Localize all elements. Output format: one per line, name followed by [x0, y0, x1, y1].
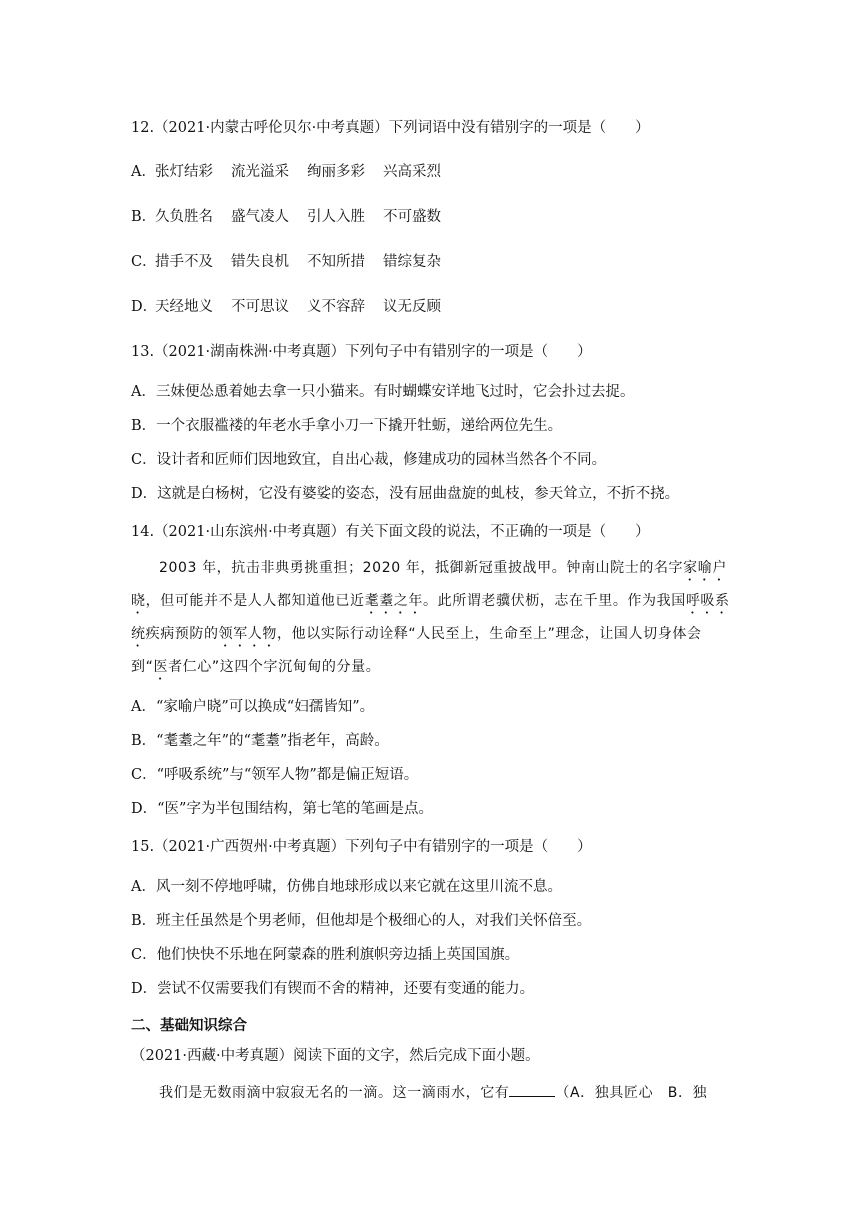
- q13-option-a: A．三妹便怂恿着她去拿一只小猫来。有时蝴蝶安详地飞过时，它会扑过去捉。: [131, 384, 635, 400]
- word: 引人入胜: [307, 209, 365, 225]
- passage-text: 2003 年，抗击非典勇挑重担；2020 年，抵御新冠重披战甲。钟南山院士的名字: [159, 560, 684, 576]
- section-source: （2021·西藏·中考真题）阅读下面的文字，然后完成下面小题。: [131, 1048, 540, 1064]
- word: 绚丽多彩: [307, 164, 365, 180]
- q14-stem: 14.（2021·山东滨州·中考真题）有关下面文段的说法，不正确的一项是（ ）: [131, 524, 650, 540]
- q15-option-d: D．尝试不仅需要我们有锲而不舍的精神，还要有变通的能力。: [131, 981, 535, 997]
- q14-option-b: B．“耄耋之年”的“耄耋”指老年，高龄。: [131, 733, 389, 749]
- passage-emphasis: 耄耋之年: [364, 593, 424, 609]
- q13-option-c: C．设计者和匠师们因地致宜，自出心裁，修建成功的园林当然各个不同。: [131, 452, 607, 468]
- option-letter: C．: [131, 254, 157, 270]
- q14-option-a: A．“家喻户晓”可以换成“妇孺皆知”。: [131, 699, 375, 715]
- q12-option-b: [131, 207, 459, 227]
- word: 不知所措: [307, 254, 365, 270]
- passage-text: 疾病预防的: [145, 626, 219, 642]
- option-letter: B．: [131, 209, 157, 225]
- q13-stem: 13.（2021·湖南株洲·中考真题）下列句子中有错别字的一项是（ ）: [131, 344, 592, 360]
- word: 议无反顾: [383, 299, 441, 315]
- passage-text: ，但可能并不是人人都知道他已近: [145, 593, 365, 609]
- word: 错失良机: [231, 254, 289, 270]
- q12-stem: 12.（2021·内蒙古呼伦贝尔·中考真题）下列词语中没有错别字的一项是（ ）: [131, 120, 650, 136]
- word: 兴高采烈: [383, 164, 441, 180]
- passage-text: 。此所谓老骥伏枥，志在千里。作为我国: [423, 593, 686, 609]
- word: 张灯结彩: [155, 164, 213, 180]
- q14-passage: [131, 552, 737, 684]
- q15-option-a: A．风一刻不停地呼啸，仿佛自地球形成以来它就在这里川流不息。: [131, 879, 562, 895]
- q12-option-c: [131, 252, 459, 272]
- section-passage: [131, 1077, 737, 1110]
- word: 义不容辞: [307, 299, 365, 315]
- word: 久负胜名: [155, 209, 213, 225]
- word: 不可思议: [231, 299, 289, 315]
- word: 错综复杂: [383, 254, 441, 270]
- q15-option-c: C．他们快快不乐地在阿蒙森的胜利旗帜旁边插上英国国旗。: [131, 947, 520, 963]
- passage-text: （A．独具匠心 B．独: [555, 1085, 708, 1101]
- option-letter: A．: [131, 164, 156, 180]
- word: 盛气凌人: [231, 209, 289, 225]
- passage-emphasis: 医: [153, 659, 169, 675]
- passage-text: 我们是无数雨滴中寂寂无名的一滴。这一滴雨水，它有: [159, 1085, 510, 1101]
- word: 措手不及: [155, 254, 213, 270]
- q12-option-a: [131, 162, 459, 182]
- q15-option-b: B．班主任虽然是个男老师，但他却是个极细心的人，对我们关怀倍至。: [131, 913, 592, 929]
- passage-emphasis: 家喻户晓: [131, 560, 727, 609]
- q14-option-c: C．“呼吸系统”与“领军人物”都是偏正短语。: [131, 767, 419, 783]
- passage-text: 者仁心”这四个字沉甸甸的分量。: [168, 659, 381, 675]
- word: 流光溢采: [231, 164, 289, 180]
- answer-blank: [509, 1082, 555, 1097]
- q12-option-d: [131, 297, 459, 317]
- word: 不可盛数: [383, 209, 441, 225]
- q15-stem: 15.（2021·广西贺州·中考真题）下列句子中有错别字的一项是（ ）: [131, 839, 592, 855]
- passage-emphasis: 领军人物: [218, 626, 278, 642]
- section-title: 二、基础知识综合: [131, 1018, 247, 1034]
- q14-option-d: D．“医”字为半包围结构，第七笔的笔画是点。: [131, 801, 433, 817]
- passage-text: ，他以实际行动诠释“人民至上，生命至上”理念，让国人切身体会到“: [131, 626, 702, 675]
- q13-option-d: D．这就是白杨树，它没有婆娑的姿态，没有屈曲盘旋的虬枝，参天耸立，不折不挠。: [131, 486, 680, 502]
- option-letter: D．: [131, 299, 158, 315]
- q13-option-b: B．一个衣服褴褛的年老水手拿小刀一下撬开牡蛎，递给两位先生。: [131, 418, 563, 434]
- passage-emphasis: 呼吸系统: [131, 593, 730, 642]
- word: 天经地义: [155, 299, 213, 315]
